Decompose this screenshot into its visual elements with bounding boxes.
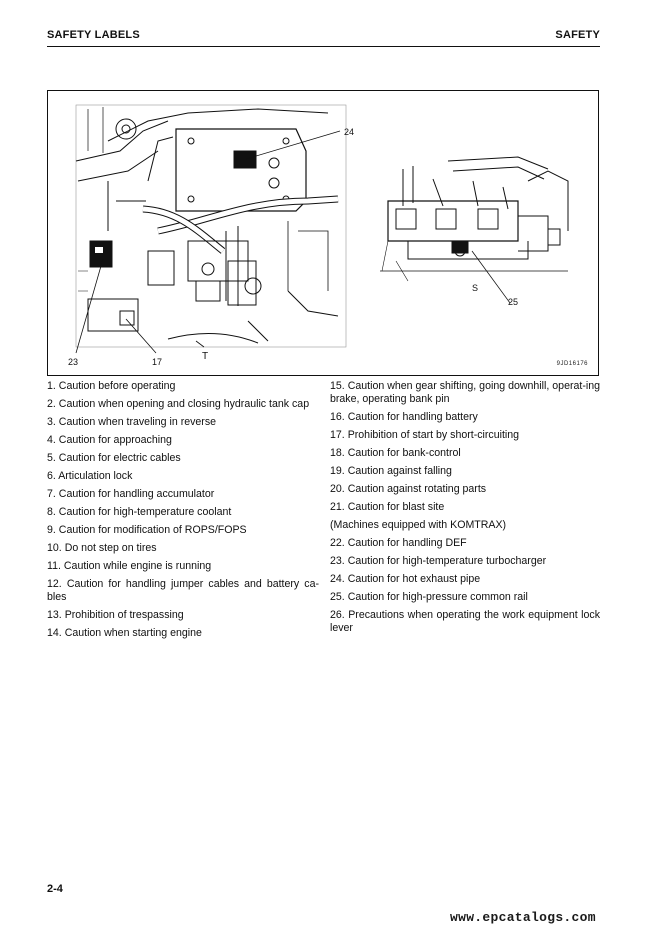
callout-t: T [202,351,209,362]
list-item [47,609,319,622]
item-text: Articulation lock [58,470,133,482]
item-text: Caution when opening and closing hydraulic tank cap [58,398,310,410]
item-number: 14. [47,627,62,639]
item-number: 23. [330,555,345,567]
list-item [47,380,319,393]
item-number: 16. [330,411,345,423]
list-item [330,501,600,514]
item-number: 9. [47,524,56,536]
list-item [330,555,600,568]
item-number: 11. [47,560,61,572]
list-item [330,411,600,424]
list-item [47,506,319,519]
label-list-left [47,380,319,645]
item-number: 19. [330,465,345,477]
item-number: 10. [47,542,62,554]
item-text: Caution when starting engine [64,627,202,639]
callout-24: 24 [344,127,355,137]
item-text: Prohibition of trespassing [64,609,184,621]
list-item [47,524,319,537]
item-text: Caution for hot exhaust pipe [347,573,481,585]
list-item [330,537,600,550]
item-text: Caution before operating [58,380,176,392]
list-item [330,380,600,406]
item-text: Do not step on tires [64,542,157,554]
item-text: Prohibition of start by short-circuiting [347,429,520,441]
item-number: 8. [47,506,56,518]
item-text: Caution for high-pressure common rail [347,591,528,603]
callout-25: 25 [508,297,519,307]
footer-watermark-url[interactable]: www.epcatalogs.com [450,910,596,925]
callout-17: 17 [152,357,163,367]
item-number: 15. [330,380,345,392]
item-text: Caution when traveling in reverse [58,416,217,428]
item-number: 7. [47,488,56,500]
item-number: 26. [330,609,345,621]
item-number: 6. [47,470,56,482]
list-item [47,470,319,483]
label-list-right [330,380,600,640]
list-item [330,609,600,635]
engine-drawing [48,91,599,376]
item-number: 4. [47,434,56,446]
engine-label-figure [47,90,599,376]
item-number: 13. [47,609,62,621]
item-number: 2. [47,398,56,410]
list-item [47,488,319,501]
list-item [330,591,600,604]
item-number: 12. [47,578,62,590]
chapter-title: SAFETY [555,29,600,41]
item-text: Caution for handling jumper cables and battery ca-bles [47,578,319,603]
item-text: Caution when gear shifting, going downhill, operat-ing brake, operating bank pin [330,380,600,405]
list-item [47,542,319,555]
list-item [330,447,600,460]
list-item [47,416,319,429]
list-item [47,578,319,604]
item-number: 24. [330,573,345,585]
item-text: Caution against falling [347,465,452,477]
list-item [47,452,319,465]
item-text: Caution for handling battery [347,411,478,423]
list-item [330,429,600,442]
item-text: Caution while engine is running [63,560,212,572]
komtrax-note [330,519,600,532]
item-text: Caution for handling accumulator [58,488,215,500]
item-number: 22. [330,537,345,549]
list-item [330,465,600,478]
section-title: SAFETY LABELS [47,29,140,41]
item-number: 25. [330,591,345,603]
item-text: Caution for approaching [58,434,172,446]
item-text: Caution for handling DEF [347,537,467,549]
page-number: 2-4 [47,883,63,895]
item-text: Caution for high-temperature turbocharger [347,555,547,567]
item-number: 18. [330,447,345,459]
item-number: 5. [47,452,56,464]
item-text: Caution against rotating parts [347,483,487,495]
list-item [330,483,600,496]
callout-23: 23 [68,357,79,367]
item-text: Precautions when operating the work equipment lock lever [330,609,600,634]
list-item [330,573,600,586]
list-item [47,398,319,411]
list-item [47,560,319,573]
item-text: Caution for modification of ROPS/FOPS [58,524,247,536]
list-item [47,627,319,640]
callout-s: S [472,283,479,293]
item-text: Caution for high-temperature coolant [58,506,232,518]
item-number: 3. [47,416,56,428]
header-rule [47,46,600,47]
item-text: Caution for blast site [347,501,445,513]
item-number: 20. [330,483,345,495]
item-text: Caution for bank-control [347,447,461,459]
item-number: 1. [47,380,56,392]
item-text: Caution for electric cables [58,452,181,464]
item-number: 21. [330,501,345,513]
figure-code: 9JD16176 [556,361,588,367]
list-item [47,434,319,447]
item-number: 17. [330,429,345,441]
note-text: (Machines equipped with KOMTRAX) [330,519,507,531]
